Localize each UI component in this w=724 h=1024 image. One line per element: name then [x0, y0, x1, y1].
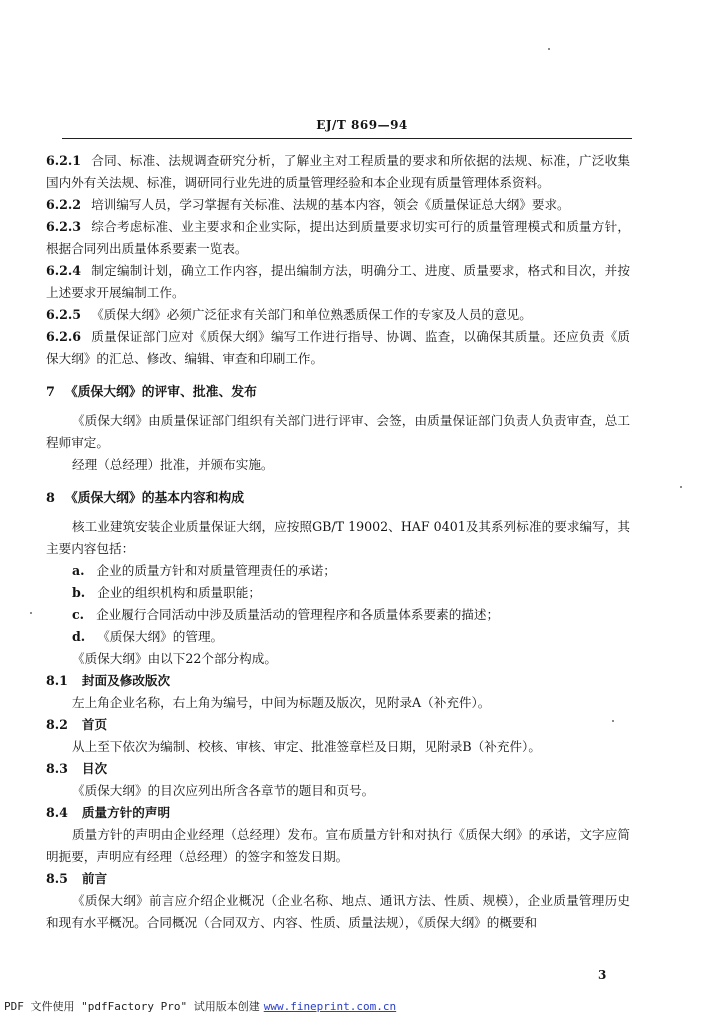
section-7-number: 7: [46, 385, 55, 400]
clause-number: 6.2.4: [46, 263, 82, 278]
subsection-text: 质量方针的声明由企业经理（总经理）发布。宣布质量方针和对执行《质保大纲》的承诺，文字应简明扼要，声明应有经理（总经理）的签字和签发日期。: [46, 827, 630, 864]
list-item-text: 企业履行合同活动中涉及质量活动的管理程序和各质量体系要素的描述；: [96, 607, 500, 622]
section-8-heading: [46, 488, 630, 510]
subsection-title: 目次: [81, 761, 108, 776]
subsection-title: 封面及修改版次: [81, 673, 171, 688]
list-item-label: b.: [72, 585, 86, 600]
header-rule: [62, 138, 632, 139]
subsection-title: 前言: [81, 871, 108, 886]
section-8-item-list: [46, 560, 630, 648]
list-item-label: d.: [72, 629, 86, 644]
subsection-heading: [46, 802, 630, 824]
section-8-consist: 《质保大纲》由以下22个部分构成。: [72, 651, 277, 666]
section-7-heading: [46, 382, 630, 404]
clause-paragraph: [46, 194, 630, 216]
pdf-footer: [4, 998, 720, 1014]
clause-number: 6.2.6: [46, 329, 82, 344]
section-8-intro: 核工业建筑安装企业质量保证大纲，应按照GB/T 19002、HAF 0401及其系列标准的要求编写，其主要内容包括：: [46, 519, 630, 556]
scan-speck: [548, 48, 550, 50]
subsection-text: 《质保大纲》的目次应列出所含各章节的题目和页号。: [72, 783, 375, 798]
list-item-text: 企业的质量方针和对质量管理责任的承诺；: [96, 563, 336, 578]
subsection-heading: [46, 868, 630, 890]
list-item: [72, 582, 630, 604]
list-item-text: 《质保大纲》的管理。: [97, 629, 224, 644]
subsection-text: 从上至下依次为编制、校核、审核、审定、批准签章栏及日期，见附录B（补充件）。: [72, 739, 541, 754]
clause-text: 合同、标准、法规调查研究分析，了解业主对工程质量的要求和所依据的法规、标准，广泛收集国内外有关法规、标准，调研同行业先进的质量管理经验和本企业现有质量管理体系资料。: [46, 153, 630, 190]
clause-number: 6.2.3: [46, 219, 82, 234]
subsection-text: 《质保大纲》前言应介绍企业概况（企业名称、地点、通讯方法、性质、规模），企业质量管理历史和现有水平概况。合同概况（合同双方、内容、性质、质量法规），《质保大纲》的概要和: [46, 893, 630, 930]
subsection-heading: [46, 670, 630, 692]
clause-paragraph: [46, 326, 630, 370]
clause-paragraph: [46, 216, 630, 260]
section-8-title: 《质保大纲》的基本内容和构成: [64, 491, 245, 506]
section-7-para-2: 经理（总经理）批准，并颁布实施。: [72, 457, 274, 472]
subsection-number: 8.5: [46, 871, 68, 886]
list-item-label: a.: [72, 563, 85, 578]
footer-link[interactable]: www.fineprint.com.cn: [263, 1000, 397, 1013]
clause-paragraph: [46, 150, 630, 194]
clause-number: 6.2.2: [46, 197, 82, 212]
section-7-para-1: 《质保大纲》由质量保证部门组织有关部门进行评审、会签，由质量保证部门负责人负责审查，总工程师审定。: [46, 413, 630, 450]
subsection-heading: [46, 758, 630, 780]
section-8-number: 8: [46, 491, 55, 506]
section-8-subsections: [46, 670, 630, 934]
subsection-text: 左上角企业名称，右上角为编号，中间为标题及版次，见附录A（补充件）。: [72, 695, 491, 710]
list-item: [72, 560, 630, 582]
subsection-title: 质量方针的声明: [81, 805, 171, 820]
page-number: 3: [598, 968, 607, 982]
list-item-label: c.: [72, 607, 85, 622]
section-6-2-list: [46, 150, 630, 370]
document-body: [46, 150, 630, 934]
subsection-number: 8.4: [46, 805, 68, 820]
standard-code-header: EJ/T 869—94: [316, 118, 408, 132]
list-item: [72, 626, 630, 648]
subsection-number: 8.3: [46, 761, 68, 776]
scan-speck: [30, 612, 32, 614]
clause-number: 6.2.5: [46, 307, 82, 322]
subsection-number: 8.1: [46, 673, 68, 688]
clause-text: 质量保证部门应对《质保大纲》编写工作进行指导、协调、监查，以确保其质量。还应负责《质保大纲》的汇总、修改、编辑、审查和印刷工作。: [46, 329, 630, 366]
list-item: [72, 604, 630, 626]
footer-text: PDF 文件使用 "pdfFactory Pro" 试用版本创建: [4, 1000, 260, 1013]
clause-paragraph: [46, 304, 630, 326]
scan-speck: [612, 720, 614, 722]
scan-speck: [680, 486, 682, 488]
clause-text: 培训编写人员，学习掌握有关标准、法规的基本内容，领会《质量保证总大纲》要求。: [91, 197, 570, 212]
list-item-text: 企业的组织机构和质量职能；: [97, 585, 261, 600]
clause-paragraph: [46, 260, 630, 304]
clause-text: 制定编制计划，确立工作内容，提出编制方法，明确分工、进度、质量要求，格式和目次，并按上述要求开展编制工作。: [46, 263, 630, 300]
clause-text: 综合考虑标准、业主要求和企业实际，提出达到质量要求切实可行的质量管理模式和质量方针，根据合同列出质量体系要素一览表。: [46, 219, 630, 256]
subsection-title: 首页: [81, 717, 108, 732]
subsection-number: 8.2: [46, 717, 68, 732]
clause-number: 6.2.1: [46, 153, 82, 168]
clause-text: 《质保大纲》必须广泛征求有关部门和单位熟悉质保工作的专家及人员的意见。: [91, 307, 532, 322]
subsection-heading: [46, 714, 630, 736]
section-7-title: 《质保大纲》的评审、批准、发布: [64, 385, 257, 400]
